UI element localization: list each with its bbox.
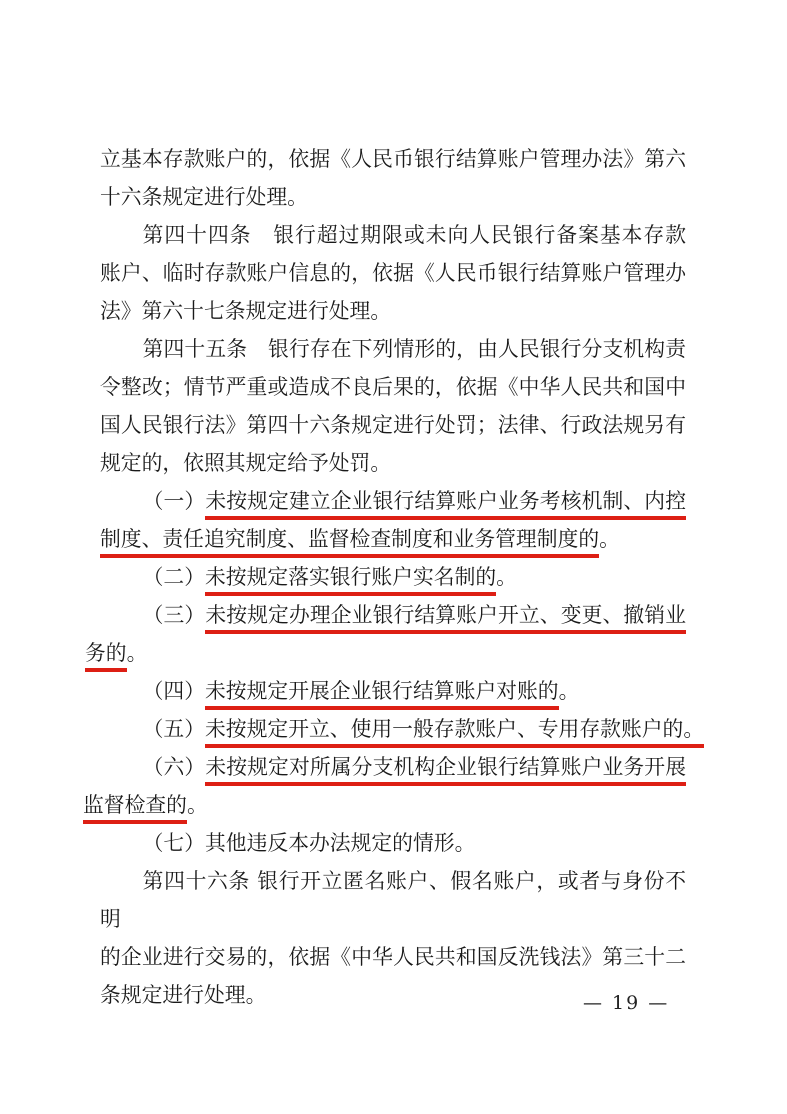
text-line [100,748,686,786]
text-run: 的企业进行交易的，依据《中华人民共和国反洗钱法》第三十二 [100,945,686,969]
text-line [100,482,686,520]
text-line [100,824,686,862]
text-line [100,292,686,330]
text-run: （一） [142,489,206,513]
text-run: 条规定进行处理。 [100,983,267,1007]
text-run: （六） [142,755,206,779]
underlined-text: 制度、责任追究制度、监督检查制度和业务管理制度的 [100,527,599,558]
page-number: — 19 — [583,992,670,1014]
underlined-text: 未按规定落实银行账户实名制的 [205,565,496,596]
text-run: 法》第六十七条规定进行处理。 [100,299,392,323]
text-line [100,710,705,748]
text-run: 第四十四条 银行超过期限或未向人民银行备案基本存款 [142,223,686,247]
underlined-text: 未按规定对所属分支机构企业银行结算账户业务开展 [205,755,686,786]
text-run: 第四十六条 银行开立匿名账户、假名账户，或者与身份不明 [100,869,686,931]
text-line [100,216,686,254]
text-run: 规定的，依照其规定给予处罚。 [100,451,392,475]
text-run: （四） [142,679,206,703]
text-run: 令整改；情节严重或造成不良后果的，依据《中华人民共和国中 [100,375,686,399]
underlined-text: 监督检查的 [83,793,187,824]
text-line [100,558,686,596]
text-run: 。 [126,641,148,665]
text-run: 第四十五条 银行存在下列情形的，由人民银行分支机构责 [142,337,686,361]
text-line [83,786,686,824]
text-run: 。 [599,527,620,551]
text-line [85,634,686,672]
text-line [100,596,686,634]
text-line [100,406,686,444]
text-run: 十六条规定进行处理。 [100,185,308,209]
text-run: 。 [558,679,580,703]
text-line [100,520,686,558]
text-line [100,672,686,710]
text-run: （二） [142,565,206,589]
text-line [100,862,686,938]
text-run: 。 [186,793,208,817]
underlined-text: 未按规定开立、使用一般存款账户、专用存款账户的。 [205,717,704,748]
text-line [100,178,686,216]
text-line [100,444,686,482]
text-block [83,140,705,1014]
underlined-text: 未按规定办理企业银行结算账户开立、变更、撤销业 [205,603,686,634]
underlined-text: 未按规定建立企业银行结算账户业务考核机制、内控 [205,489,686,520]
text-run: 账户、临时存款账户信息的，依据《人民币银行结算账户管理办 [100,261,686,285]
text-run: （七）其他违反本办法规定的情形。 [142,831,476,855]
text-run: （五） [142,717,206,741]
underlined-text: 未按规定开展企业银行结算账户对账的 [205,679,559,710]
text-run: 。 [496,565,517,589]
text-line [100,254,686,292]
text-run: （三） [142,603,206,627]
text-run: 国人民银行法》第四十六条规定进行处罚；法律、行政法规另有 [100,413,686,437]
text-run: 立基本存款账户的，依据《人民币银行结算账户管理办法》第六 [100,147,686,171]
underlined-text: 务的 [85,641,127,672]
text-line [100,140,686,178]
text-line [100,368,686,406]
text-line [100,330,686,368]
text-line [100,938,686,976]
